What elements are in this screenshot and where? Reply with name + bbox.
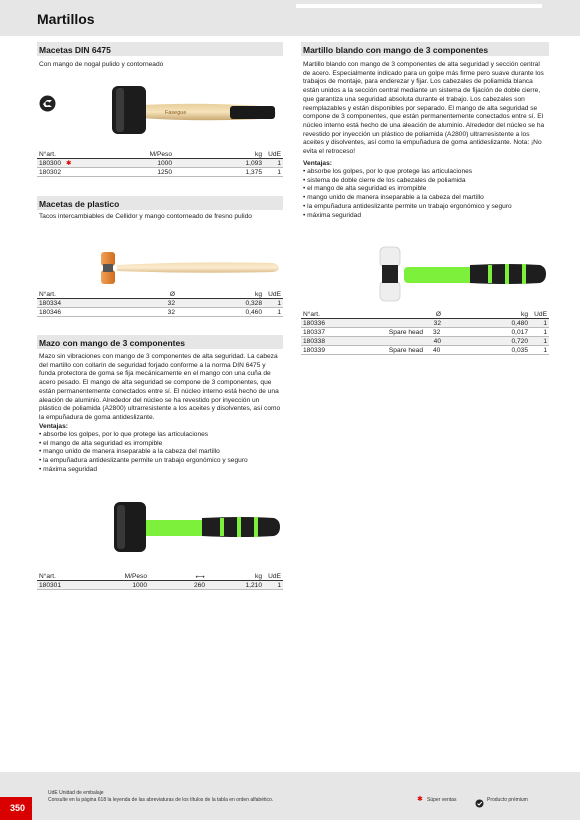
cell-art: 180337 bbox=[303, 329, 326, 336]
col-peso: M/Peso bbox=[124, 573, 147, 580]
section-description: Tacos intercambiables de Cellidor y mango contorneado de fresno pulido bbox=[39, 213, 252, 220]
cell-kg: 1,375 bbox=[245, 169, 262, 176]
quality-seal-icon bbox=[39, 95, 56, 112]
cell-art: 180301 bbox=[39, 582, 62, 589]
cell-kg: 0,035 bbox=[511, 347, 528, 354]
col-peso: M/Peso bbox=[149, 151, 172, 158]
col-ude: UdE bbox=[534, 311, 547, 318]
cell-art: 180300 bbox=[39, 160, 62, 167]
cell-diameter: 32 bbox=[167, 300, 175, 307]
cell-diameter: 40 bbox=[433, 338, 441, 345]
col-art: N°art. bbox=[303, 311, 320, 318]
cell-kg: 0,017 bbox=[511, 329, 528, 336]
table-row bbox=[301, 346, 549, 355]
section-description: Con mango de nogal pulido y contorneado bbox=[39, 61, 164, 68]
table-row bbox=[37, 168, 283, 177]
col-diameter: Ø bbox=[169, 291, 175, 298]
cell-art: 180339 bbox=[303, 347, 326, 354]
col-art: N°art. bbox=[39, 573, 56, 580]
list-item: • el mango de alta seguridad es irrompible bbox=[39, 439, 163, 447]
cell-art: 180336 bbox=[303, 320, 326, 327]
cell-kg: 0,328 bbox=[245, 300, 262, 307]
col-ude: UdE bbox=[268, 151, 281, 158]
col-kg: kg bbox=[521, 311, 528, 318]
premium-product-icon bbox=[475, 795, 484, 804]
cell-ude: 1 bbox=[277, 169, 281, 176]
cell-diameter: 32 bbox=[433, 320, 441, 327]
cell-kg: 1,093 bbox=[245, 160, 262, 167]
col-art: N°art. bbox=[39, 291, 56, 298]
section-heading-mazo: Mazo con mango de 3 componentes bbox=[37, 335, 283, 349]
cell-diameter: 32 bbox=[433, 329, 441, 336]
cell-art: 180334 bbox=[39, 300, 62, 307]
cell-ude: 1 bbox=[543, 338, 547, 345]
table-macetas-din bbox=[37, 150, 283, 177]
cell-art: 180338 bbox=[303, 338, 326, 345]
section-description: Martillo blando con mango de 3 componentes de alta seguridad y sección central de acero. Especialmente indicado para un golpe más firme pero suave durante los trabajos de montaje, para enderezar y fijar. Los cabezales de poliamida blanca están unidos a la sección central mediante un sistema de fijación de doble cierre, que garantiza una seguridad absoluta durante el trabajo. Los cabezales son reemplazables y están disponibles por separado. El mango de alta seguridad se compone de 3 componentes, que están permanentemente conectados entre sí. El núcleo interno está hecho de una aleación de aluminio. Alrededor del núcleo se ha revestido por inyección un plástico de poliamida (A2800) ultrarresistente a los aceites y disolventes, así como la empuñadura de goma antideslizante. Nota: ¡No evita el retroceso! bbox=[303, 61, 545, 156]
cell-note: Spare head bbox=[388, 329, 423, 336]
list-item: • la empuñadura antideslizante permite un trabajo ergonómico y seguro bbox=[39, 457, 248, 465]
cell-kg: 0,480 bbox=[511, 320, 528, 327]
col-kg: kg bbox=[255, 573, 262, 580]
col-kg: kg bbox=[255, 291, 262, 298]
list-item: • sistema de doble cierre de los cabezales de poliamida bbox=[303, 176, 466, 184]
section-heading-macetas-plastico: Macetas de plastico bbox=[37, 196, 283, 210]
table-row bbox=[37, 299, 283, 308]
section-description: Mazo sin vibraciones con mango de 3 componentes de alta seguridad. La cabeza del martillo con collarín de seguridad forjado conforme a la norma DIN 6475 y funda protectora de goma se fija mecánicamente en el mango con una cuña de acero pesado. El mango de alta seguridad se compone de 3 componentes, que están permanentemente conectados entre sí. El núcleo interno está hecho de una aleación de aluminio. Alrededor del núcleo se ha revestido por inyección un plástico de poliamida (A2800) ultrarresistente a los aceites y disolventes, así como la empuñadura de goma antideslizante. bbox=[39, 353, 281, 421]
table-row bbox=[37, 159, 283, 168]
cell-kg: 0,720 bbox=[511, 338, 528, 345]
brand-mark: Fasegue bbox=[165, 110, 187, 116]
length-icon: ⟷ bbox=[195, 574, 205, 581]
list-item: • absorbe los golpes, por lo que protege las articulaciones bbox=[39, 431, 209, 438]
section-heading-martillo-blando: Martillo blando con mango de 3 componentes bbox=[301, 42, 549, 56]
table-header bbox=[37, 290, 283, 299]
page-number: 350 bbox=[0, 797, 32, 820]
col-art: N°art. bbox=[39, 151, 56, 158]
table-macetas-plastico bbox=[37, 290, 283, 317]
cell-ude: 1 bbox=[277, 160, 281, 167]
table-row bbox=[301, 337, 549, 346]
footer-legend-bestseller: Súper ventas bbox=[427, 797, 457, 803]
col-diameter: Ø bbox=[435, 311, 441, 318]
header-divider bbox=[296, 4, 542, 8]
table-mazo bbox=[37, 572, 283, 590]
footer-note: Consulte en la página 618 la leyenda de las abreviaturas de los títulos de la tabla en orden alfabético. bbox=[48, 797, 274, 803]
table-row bbox=[301, 319, 549, 328]
hammer-image-plastic-heads bbox=[95, 250, 280, 286]
list-item: • la empuñadura antideslizante permite un trabajo ergonómico y seguro bbox=[303, 202, 512, 210]
cell-peso: 1000 bbox=[132, 582, 147, 589]
footer-band bbox=[0, 772, 580, 820]
col-ude: UdE bbox=[268, 573, 281, 580]
list-item: • absorbe los golpes, por lo que protege las articulaciones bbox=[303, 168, 473, 175]
cell-ude: 1 bbox=[277, 300, 281, 307]
bestseller-star-icon: ✱ bbox=[66, 160, 72, 167]
hammer-image-3-component bbox=[112, 496, 282, 558]
table-row bbox=[37, 308, 283, 317]
cell-art: 180346 bbox=[39, 309, 62, 316]
list-item: • mango unido de manera inseparable a la cabeza del martillo bbox=[303, 194, 484, 202]
advantages-list bbox=[303, 168, 548, 220]
cell-ude: 1 bbox=[277, 309, 281, 316]
cell-peso: 1000 bbox=[157, 160, 172, 167]
cell-diameter: 40 bbox=[433, 347, 441, 354]
list-item: • mango unido de manera inseparable a la cabeza del martillo bbox=[39, 448, 220, 456]
cell-peso: 1250 bbox=[157, 169, 172, 176]
bestseller-star-icon: ✱ bbox=[417, 796, 423, 803]
table-header bbox=[301, 310, 549, 319]
table-header bbox=[37, 150, 283, 159]
page-title: Martillos bbox=[37, 11, 95, 27]
footer-legend-premium: Producto prémium bbox=[487, 797, 528, 803]
cell-kg: 0,460 bbox=[245, 309, 262, 316]
cell-diameter: 32 bbox=[167, 309, 175, 316]
table-header bbox=[37, 572, 283, 581]
footer-legend-ude: UdE Unidad de embalaje bbox=[48, 790, 104, 796]
list-item: • máxima seguridad bbox=[303, 211, 362, 219]
cell-note: Spare head bbox=[388, 347, 423, 354]
list-item: • el mango de alta seguridad es irrompible bbox=[303, 185, 427, 193]
cell-length: 260 bbox=[193, 582, 205, 589]
hammer-image-wood-handle bbox=[110, 80, 280, 140]
table-row bbox=[301, 328, 549, 337]
advantages-list bbox=[39, 431, 283, 475]
cell-ude: 1 bbox=[543, 347, 547, 354]
cell-ude: 1 bbox=[277, 582, 281, 589]
table-martillo-blando bbox=[301, 310, 549, 355]
cell-kg: 1,210 bbox=[245, 582, 262, 589]
cell-ude: 1 bbox=[543, 329, 547, 336]
table-row bbox=[37, 581, 283, 590]
hammer-image-soft-face bbox=[376, 243, 548, 305]
cell-ude: 1 bbox=[543, 320, 547, 327]
advantages-title: Ventajas: bbox=[303, 160, 332, 167]
header-bar bbox=[0, 0, 580, 36]
col-ude: UdE bbox=[268, 291, 281, 298]
section-heading-macetas-din: Macetas DIN 6475 bbox=[37, 42, 283, 56]
cell-art: 180302 bbox=[39, 169, 62, 176]
advantages-title: Ventajas: bbox=[39, 423, 68, 430]
col-kg: kg bbox=[255, 151, 262, 158]
list-item: • máxima seguridad bbox=[39, 465, 98, 473]
